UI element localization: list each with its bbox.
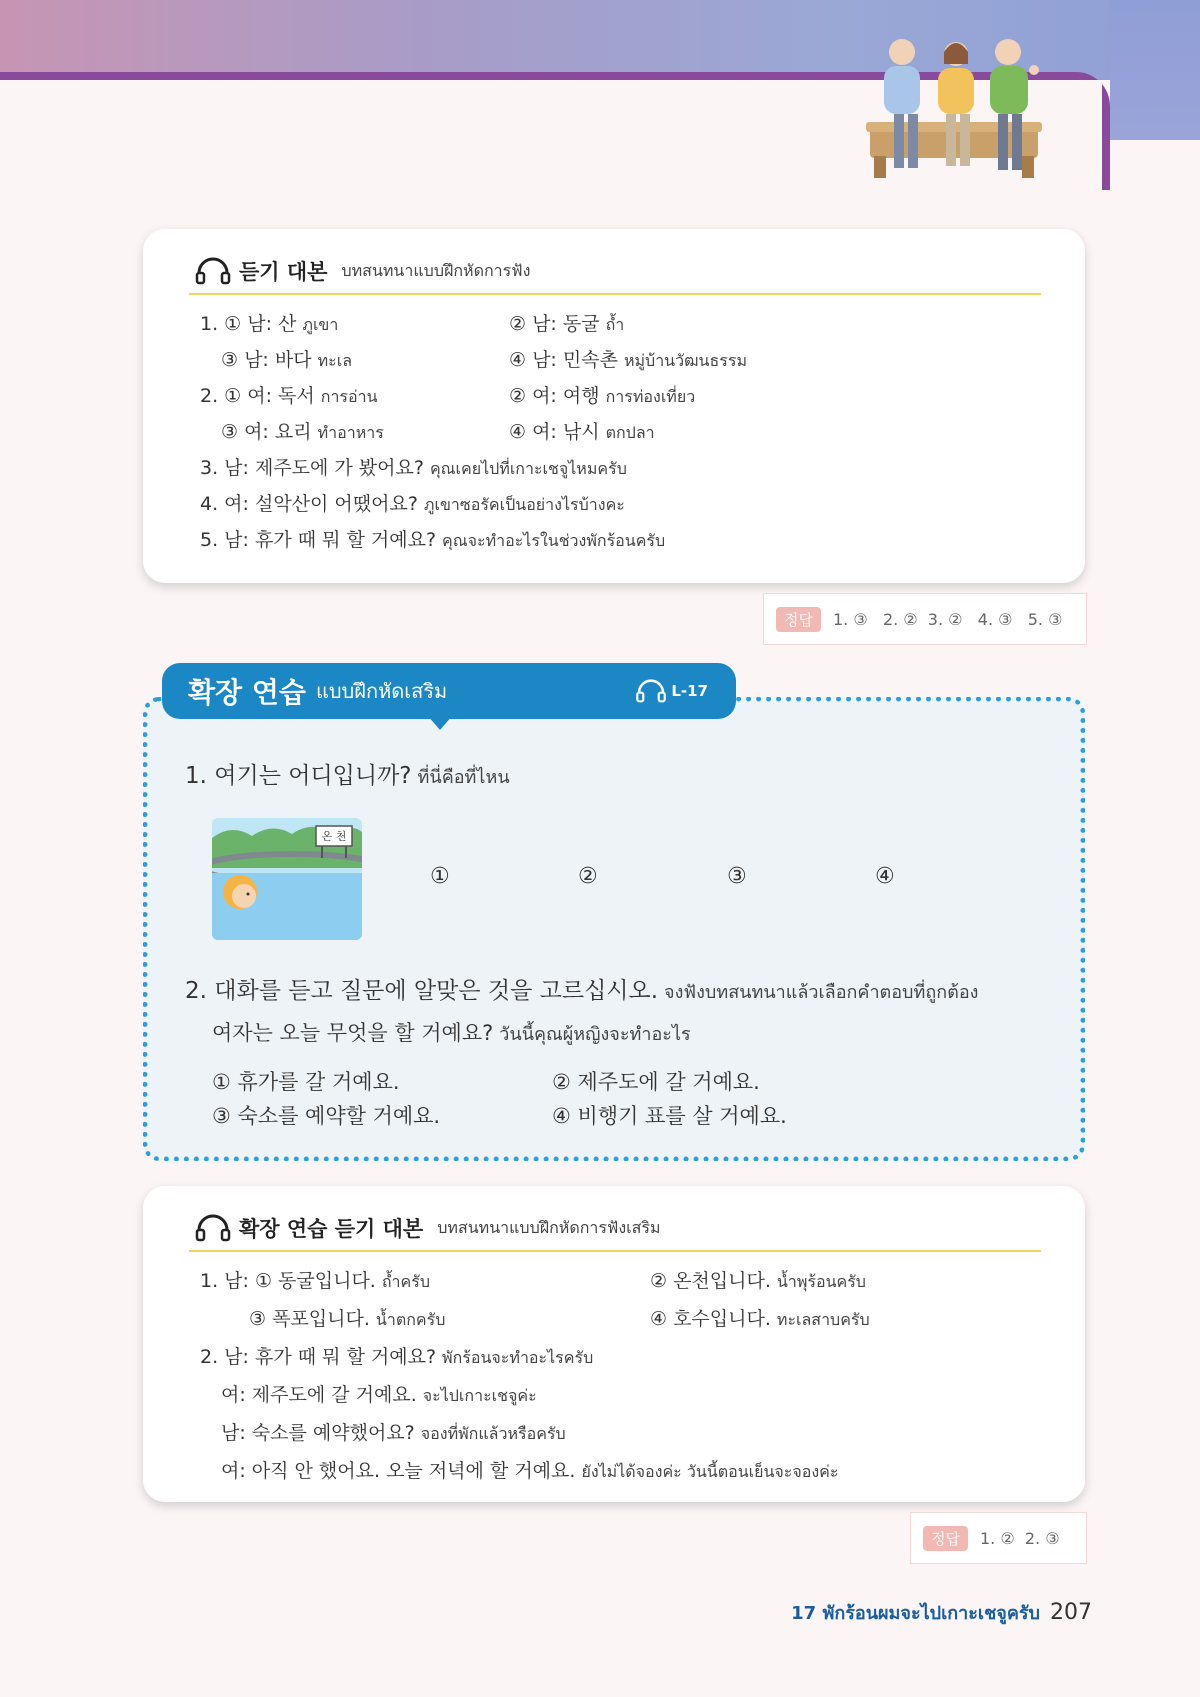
answer-tag: 정답 (776, 607, 821, 632)
script-line: 여: 아직 안 했어요. 오늘 저녁에 할 거예요. ยังไม่ได้จองค่ะ วันนี้ตอนเย็นจะจองค่ะ (221, 1460, 839, 1482)
script-line: ② 여: 여행 การท่องเที่ยว (509, 385, 696, 407)
choice-4[interactable]: ④ (875, 864, 895, 889)
script-line: ③ 폭포입니다. น้ำตกครับ (249, 1308, 446, 1330)
script-line: ② 남: 동굴 ถ้ำ (509, 313, 625, 335)
extension-script-title: 확장 연습 듣기 대본 (239, 1217, 424, 1241)
script-line: 1. ① 남: 산 ภูเขา (200, 313, 339, 335)
headphones-icon (195, 257, 231, 285)
choice-2[interactable]: ② (578, 864, 598, 889)
option-2[interactable]: ② 제주도에 갈 거예요. (552, 1070, 760, 1094)
choice-1[interactable]: ① (430, 864, 450, 889)
listening-script-card (143, 229, 1085, 583)
answer-text: 1. ② 2. ③ (979, 1528, 1060, 1548)
page-footer (791, 1598, 1092, 1627)
extension-script-card (143, 1186, 1085, 1502)
option-1[interactable]: ① 휴가를 갈 거예요. (212, 1070, 400, 1094)
audio-track-ref[interactable] (635, 679, 708, 703)
extension-title: 확장 연습 (188, 676, 306, 709)
page-number: 207 (1050, 1600, 1092, 1625)
script-line: 4. 여: 설악산이 어땠어요? ภูเขาซอรัคเป็นอย่างไรบ้างคะ (200, 493, 625, 515)
three-people-on-bench-illustration (862, 30, 1062, 190)
extension-script-subtitle: บทสนทนาแบบฝึกหัดการฟังเสริม (437, 1217, 661, 1237)
chapter-title: 17 พักร้อนผมจะไปเกาะเชจูครับ (791, 1603, 1040, 1624)
hot-spring-sign: 온 천 (321, 830, 347, 843)
script-line: ④ 남: 민속촌 หมู่บ้านวัฒนธรรม (509, 349, 747, 371)
script-line: 2. 남: 휴가 때 뭐 할 거예요? พักร้อนจะทำอะไรครับ (200, 1346, 594, 1368)
script-line: ④ 호수입니다. ทะเลสาบครับ (650, 1308, 870, 1330)
script-line: 3. 남: 제주도에 가 봤어요? คุณเคยไปที่เกาะเชจูไหมครับ (200, 457, 627, 479)
tab-pointer (428, 716, 452, 730)
choice-3[interactable]: ③ (727, 864, 747, 889)
script-line: 여: 제주도에 갈 거예요. จะไปเกาะเชจูค่ะ (221, 1384, 537, 1406)
script-line: 1. 남: ① 동굴입니다. ถ้ำครับ (200, 1270, 430, 1292)
listening-script-title: 듣기 대본 (239, 260, 328, 284)
script-line: 2. ① 여: 독서 การอ่าน (200, 385, 378, 407)
answer-text: 1. ③ 2. ② 3. ② 4. ③ 5. ③ (832, 609, 1063, 629)
answer-tag: 정답 (923, 1526, 968, 1551)
extension-practice-tab (162, 663, 736, 719)
listening-script-header (189, 249, 1041, 295)
audio-track-label: L-17 (671, 682, 708, 700)
script-line: ② 온천입니다. น้ำพุร้อนครับ (650, 1270, 866, 1292)
script-line: ③ 남: 바다 ทะเล (221, 349, 352, 371)
headphones-icon (635, 679, 667, 703)
extension-subtitle: แบบฝึกหัดเสริม (315, 679, 448, 703)
answer-box-2 (910, 1512, 1087, 1564)
question-1: 1. 여기는 어디입니까? ที่นี่คือที่ไหน (185, 763, 510, 789)
hot-spring-picture (212, 818, 362, 940)
question-2: 2. 대화를 듣고 질문에 알맞은 것을 고르십시오. จงฟังบทสนทนาแล้วเลือกคำตอบที่ถูกต้อง (185, 978, 979, 1004)
script-line: ③ 여: 요리 ทำอาหาร (221, 421, 384, 443)
extension-script-header (189, 1206, 1041, 1252)
answer-box-1 (763, 593, 1087, 645)
top-band-right (1110, 0, 1200, 140)
option-4[interactable]: ④ 비행기 표를 살 거예요. (552, 1104, 787, 1128)
listening-script-subtitle: บทสนทนาแบบฝึกหัดการฟัง (341, 260, 531, 280)
script-line: ④ 여: 낚시 ตกปลา (509, 421, 655, 443)
headphones-icon (195, 1214, 231, 1242)
option-3[interactable]: ③ 숙소를 예약할 거예요. (212, 1104, 441, 1128)
script-line: 5. 남: 휴가 때 뭐 할 거예요? คุณจะทำอะไรในช่วงพักร้อนครับ (200, 529, 666, 551)
question-2-prompt: 여자는 오늘 무엇을 할 거예요? วันนี้คุณผู้หญิงจะทำอะไร (212, 1021, 691, 1045)
script-line: 남: 숙소를 예약했어요? จองที่พักแล้วหรือครับ (221, 1422, 566, 1444)
